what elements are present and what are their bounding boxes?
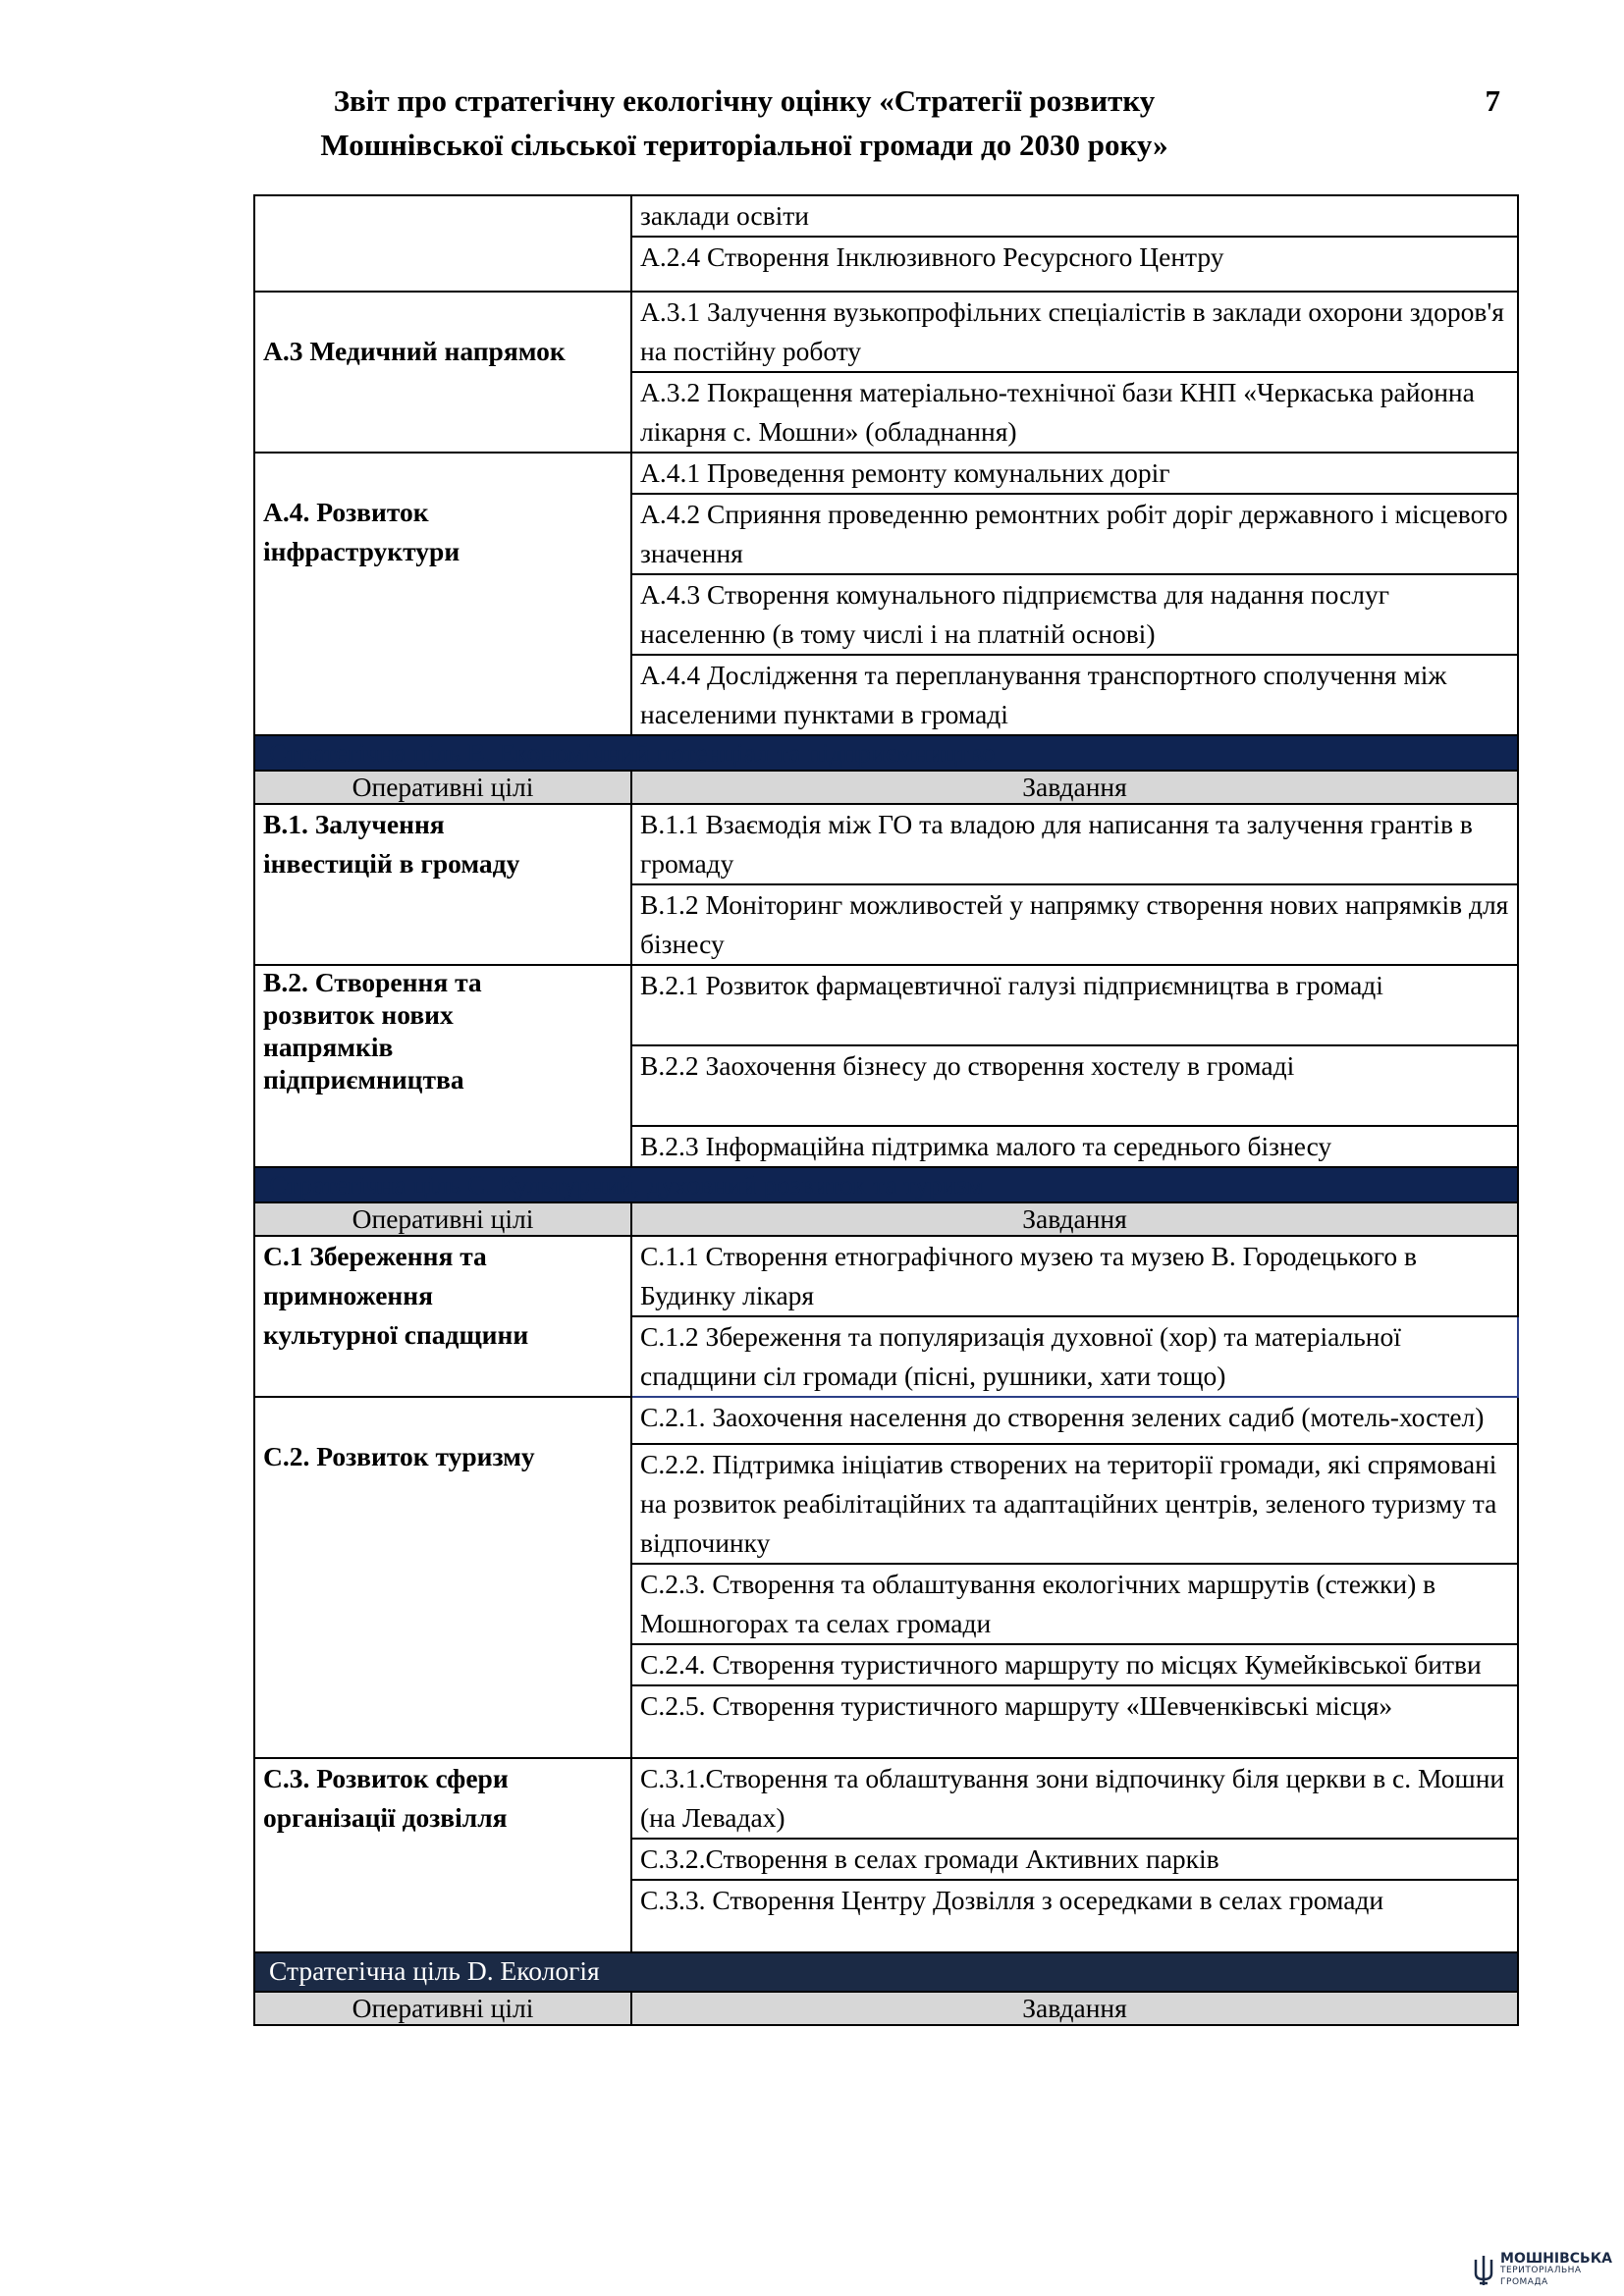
trident-icon xyxy=(1473,2254,1494,2287)
column-header-tasks: Завдання xyxy=(631,1992,1518,2025)
page-title-line1: Звіт про стратегічну екологічну оцінку «Стратегії розвитку xyxy=(333,83,1156,118)
task-cell: С.2.5. Створення туристичного маршруту «Шевченківські місця» xyxy=(631,1685,1518,1758)
community-logo xyxy=(1473,2253,1612,2288)
column-header-tasks: Завдання xyxy=(631,771,1518,804)
task-cell: С.3.2.Створення в селах громади Активних парків xyxy=(631,1839,1518,1880)
task-cell: С.1.1 Створення етнографічного музею та музею В. Городецького в Будинку лікаря xyxy=(631,1236,1518,1316)
page-title-line2: Мошнівської сільської територіальної громади до 2030 року» xyxy=(320,128,1168,162)
operational-goal-c3: С.3. Розвиток сфери організації дозвілля xyxy=(254,1758,631,1952)
task-cell: А.3.1 Залучення вузькопрофільних спеціалістів в заклади охорони здоров'я на постійну роботу xyxy=(631,292,1518,372)
table-row xyxy=(254,292,1518,372)
table-row xyxy=(254,195,1518,237)
logo-title: МОШНІВСЬКА xyxy=(1500,2251,1612,2267)
table-row xyxy=(254,1758,1518,1839)
task-cell: В.2.3 Інформаційна підтримка малого та середнього бізнесу xyxy=(631,1126,1518,1167)
strategic-goal-d: Стратегічна ціль D. Екологія xyxy=(254,1952,1518,1992)
operational-goal-b1: В.1. Залучення інвестицій в громаду xyxy=(254,804,631,965)
task-cell: А.4.1 Проведення ремонту комунальних доріг xyxy=(631,453,1518,494)
page-title xyxy=(253,79,1235,167)
logo-subtitle: ГРОМАДА xyxy=(1500,2277,1548,2287)
operational-goal-c2: С.2. Розвиток туризму xyxy=(254,1397,631,1758)
operational-goal-b2: В.2. Створення та розвиток нових напрямків підприємництва xyxy=(254,965,631,1167)
operational-goal-a3: А.3 Медичний напрямок xyxy=(254,292,631,453)
task-cell: С.1.2 Збереження та популяризація духовної (хор) та матеріальної спадщини сіл громади (пісні, рушники, хати тощо) xyxy=(631,1316,1518,1397)
column-header-operational: Оперативні цілі xyxy=(254,771,631,804)
task-cell: А.2.4 Створення Інклюзивного Ресурсного Центру xyxy=(631,237,1518,292)
table-row xyxy=(254,965,1518,1045)
strategic-goal-b: Стратегічна ціль В. Економічний потенціал та підприємництво xyxy=(254,735,1518,771)
task-cell: С.3.3. Створення Центру Дозвілля з осередками в селах громади xyxy=(631,1880,1518,1952)
task-cell: С.2.2. Підтримка ініціатив створених на території громади, які спрямовані на розвиток реабілітаційних та адаптаційних центрів, зеленого туризму та відпочинку xyxy=(631,1444,1518,1564)
table-row xyxy=(254,453,1518,494)
strategy-table xyxy=(253,194,1519,2026)
task-cell: А.4.3 Створення комунального підприємства для надання послуг населенню (в тому числі і на платній основі) xyxy=(631,574,1518,655)
task-cell: С.2.3. Створення та облаштування екологічних маршрутів (стежки) в Мошногорах та селах громади xyxy=(631,1564,1518,1644)
operational-goal-a4: А.4. Розвиток інфраструктури xyxy=(254,453,631,735)
column-header-tasks: Завдання xyxy=(631,1202,1518,1236)
task-cell: В.2.1 Розвиток фармацевтичної галузі підприємництва в громаді xyxy=(631,965,1518,1045)
table-row xyxy=(254,804,1518,884)
column-header-operational: Оперативні цілі xyxy=(254,1202,631,1236)
strategic-goal-c: Стратегічна ціль С. Культурний, духовний розвиток та туризм xyxy=(254,1167,1518,1202)
task-cell: заклади освіти xyxy=(631,195,1518,237)
page-number: 7 xyxy=(1485,83,1500,118)
strategic-goal-row xyxy=(254,735,1518,771)
task-cell: В.1.1 Взаємодія між ГО та владою для написання та залучення грантів в громаду xyxy=(631,804,1518,884)
column-header-row xyxy=(254,771,1518,804)
task-cell: А.4.2 Сприяння проведенню ремонтних робіт доріг державного і місцевого значення xyxy=(631,494,1518,574)
task-cell: С.2.1. Заохочення населення до створення зелених садиб (мотель-хостел) xyxy=(631,1397,1518,1444)
task-cell: С.3.1.Створення та облаштування зони відпочинку біля церкви в с. Мошни (на Левадах) xyxy=(631,1758,1518,1839)
column-header-row xyxy=(254,1992,1518,2025)
task-cell: С.2.4. Створення туристичного маршруту по місцях Кумейківської битви xyxy=(631,1644,1518,1685)
task-cell: А.4.4 Дослідження та перепланування транспортного сполучення між населеними пунктами в громаді xyxy=(631,655,1518,735)
goal-cell-empty xyxy=(254,195,631,292)
table-row xyxy=(254,1236,1518,1316)
strategic-goal-row xyxy=(254,1952,1518,1992)
task-cell: В.1.2 Моніторинг можливостей у напрямку створення нових напрямків для бізнесу xyxy=(631,884,1518,965)
column-header-row xyxy=(254,1202,1518,1236)
page-header xyxy=(253,79,1500,167)
table-row xyxy=(254,1397,1518,1444)
strategic-goal-row xyxy=(254,1167,1518,1202)
logo-subtitle: ТЕРИТОРІАЛЬНА xyxy=(1500,2266,1582,2275)
column-header-operational: Оперативні цілі xyxy=(254,1992,631,2025)
task-cell: В.2.2 Заохочення бізнесу до створення хостелу в громаді xyxy=(631,1045,1518,1126)
task-cell: А.3.2 Покращення матеріально-технічної бази КНП «Черкаська районна лікарня с. Мошни» (обладнання) xyxy=(631,372,1518,453)
operational-goal-c1: С.1 Збереження та примноження культурної спадщини xyxy=(254,1236,631,1397)
